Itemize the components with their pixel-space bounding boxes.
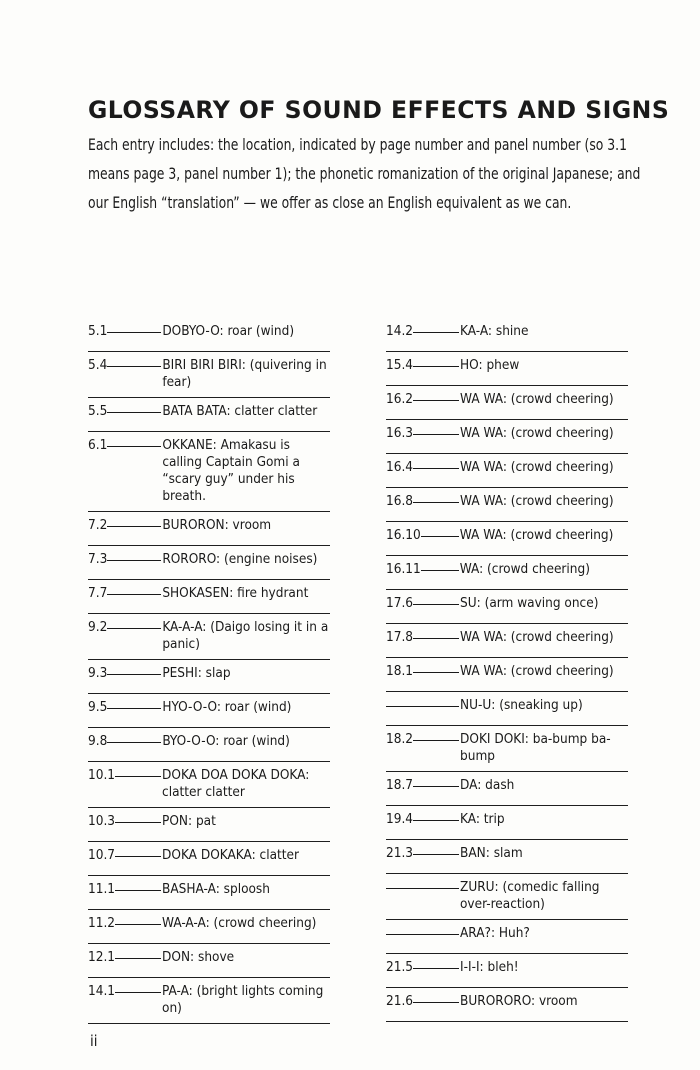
entry-leader-line [107,742,161,743]
entry-leader-line [413,502,459,503]
entry-text: WA WA: (crowd cheering) [460,629,614,645]
entry-leader-line [115,890,161,891]
glossary-column-right [386,318,628,1022]
glossary-entry [88,432,330,512]
entry-location: 9.2 [88,619,108,635]
glossary-entry [386,556,628,590]
entry-location: 9.8 [88,733,108,749]
entry-leader-line [107,446,161,447]
entry-text: WA-A-A: (crowd cheering) [162,915,317,931]
entry-text: HO: phew [460,357,520,373]
entry-location: 16.2 [386,391,414,407]
entry-text: I-I-I: bleh! [460,959,519,975]
entry-leader-line [115,856,161,857]
entry-text: SU: (arm waving once) [460,595,599,611]
entry-leader-line [413,854,459,855]
glossary-entry [386,522,628,556]
entry-leader-line [421,536,459,537]
entry-text: HYO-O-O: roar (wind) [162,699,292,715]
entry-leader-line [107,708,161,709]
entry-location: 16.4 [386,459,414,475]
entry-location: 18.1 [386,663,414,679]
glossary-entry [386,454,628,488]
entry-leader-line [107,594,161,595]
entry-location: 9.3 [88,665,108,681]
entry-location: 7.7 [88,585,108,601]
entry-text: WA WA: (crowd cheering) [460,493,614,509]
entry-text: BASHA-A: sploosh [162,881,270,897]
entry-location: 12.1 [88,949,116,965]
glossary-entry [88,910,330,944]
glossary-entry [88,808,330,842]
entry-text: BIRI BIRI BIRI: (quivering in fear) [162,357,327,390]
entry-leader-line [413,604,459,605]
glossary-entry [88,580,330,614]
entry-location: 15.4 [386,357,414,373]
glossary-entry [88,660,330,694]
entry-location: 17.6 [386,595,414,611]
entry-text: DOBYO-O: roar (wind) [162,323,295,339]
entry-text: DOKA DOA DOKA DOKA: clatter clatter [162,767,310,800]
entry-leader-line [421,570,459,571]
entry-location: 16.8 [386,493,414,509]
entry-location: 17.8 [386,629,414,645]
glossary-entry [88,318,330,352]
entry-text: BATA BATA: clatter clatter [162,403,318,419]
entry-leader-line [413,820,459,821]
entry-text: WA WA: (crowd cheering) [460,459,614,475]
entry-text: BYO-O-O: roar (wind) [162,733,290,749]
glossary-entry [386,692,628,726]
glossary-entry [386,488,628,522]
glossary-entry [88,512,330,546]
entry-leader-line [386,706,459,707]
entry-text: ZURU: (comedic falling over-reaction) [460,879,600,912]
entry-leader-line [413,1002,459,1003]
entry-text: WA WA: (crowd cheering) [460,391,614,407]
entry-leader-line [413,638,459,639]
glossary-entry [88,694,330,728]
glossary-entry [386,954,628,988]
entry-text: KA: trip [460,811,505,827]
entry-leader-line [413,434,459,435]
entry-text: DOKA DOKAKA: clatter [162,847,300,863]
glossary-entry [88,978,330,1024]
entry-location: 11.2 [88,915,116,931]
entry-text: SHOKASEN: fire hydrant [162,585,309,601]
entry-text: PA-A: (bright lights coming on) [162,983,324,1016]
glossary-entry [88,728,330,762]
glossary-entry [88,944,330,978]
entry-location: 21.6 [386,993,414,1009]
intro-paragraph: Each entry includes: the location, indicated by page number and panel number (so 3.1 means page 3, panel number 1); the phonetic romanization of the original Japanese; and our English “translation” — we offer as close an English equivalent as we can. [88,135,641,212]
entry-text: DA: dash [460,777,515,793]
entry-leader-line [107,560,161,561]
glossary-entry [386,920,628,954]
entry-location: 7.2 [88,517,108,533]
glossary-entry [386,624,628,658]
entry-text: RORORO: (engine noises) [162,551,318,567]
entry-location: 10.1 [88,767,116,783]
entry-text: BAN: slam [460,845,523,861]
entry-text: WA WA: (crowd cheering) [459,527,614,543]
glossary-entry [88,546,330,580]
entry-leader-line [115,924,161,925]
glossary-entry [386,988,628,1022]
glossary-entry [386,658,628,692]
entry-text: KA-A: shine [460,323,529,339]
entry-text: BURORORO: vroom [460,993,578,1009]
entry-location: 14.2 [386,323,414,339]
entry-leader-line [107,526,161,527]
glossary-entry [88,398,330,432]
entry-text: PON: pat [162,813,216,829]
entry-leader-line [386,888,459,889]
entry-leader-line [413,968,459,969]
entry-leader-line [413,740,459,741]
entry-leader-line [386,934,459,935]
entry-location: 16.3 [386,425,414,441]
entry-leader-line [413,468,459,469]
entry-text: DOKI DOKI: ba-bump ba-bump [460,731,611,764]
entry-location: 10.7 [88,847,116,863]
glossary-entry [386,840,628,874]
glossary-entry [88,876,330,910]
entry-leader-line [413,672,459,673]
entry-location: 18.7 [386,777,414,793]
entry-location: 5.5 [88,403,108,419]
entry-location: 5.1 [88,323,108,339]
entry-leader-line [115,822,161,823]
glossary-entry [88,614,330,660]
glossary-entry [386,352,628,386]
entry-text: OKKANE: Amakasu is calling Captain Gomi a “scary guy” under his breath. [162,437,300,504]
glossary-entry [386,874,628,920]
entry-location: 11.1 [88,881,116,897]
entry-location: 6.1 [88,437,108,453]
entry-location: 10.3 [88,813,116,829]
entry-leader-line [413,332,459,333]
entry-text: PESHI: slap [162,665,231,681]
entry-location: 16.10 [386,527,421,543]
entry-leader-line [107,412,161,413]
entry-location: 9.5 [88,699,108,715]
entry-text: WA WA: (crowd cheering) [460,663,614,679]
entry-leader-line [115,958,161,959]
glossary-entry [386,420,628,454]
entry-location: 7.3 [88,551,108,567]
entry-location: 16.11 [386,561,421,577]
entry-leader-line [107,366,161,367]
entry-location: 14.1 [88,983,116,999]
entry-location: 5.4 [88,357,108,373]
entry-text: KA-A-A: (Daigo losing it in a panic) [162,619,329,652]
glossary-entry [88,842,330,876]
entry-leader-line [413,786,459,787]
entry-location: 19.4 [386,811,414,827]
entry-leader-line [413,400,459,401]
entry-leader-line [413,366,459,367]
glossary-entry [386,318,628,352]
entry-leader-line [107,332,161,333]
glossary-column-left [88,318,330,1024]
entry-leader-line [115,776,161,777]
glossary-entry [386,772,628,806]
glossary-entry [386,806,628,840]
entry-text: DON: shove [162,949,235,965]
entry-leader-line [107,674,161,675]
entry-location: 18.2 [386,731,414,747]
glossary-entry [88,352,330,398]
entry-leader-line [107,628,161,629]
entry-location: 21.3 [386,845,414,861]
entry-text: WA WA: (crowd cheering) [460,425,614,441]
page-number: ii [90,1032,98,1050]
glossary-entry [386,590,628,624]
glossary-entry [386,726,628,772]
entry-location: 21.5 [386,959,414,975]
page-title: GLOSSARY OF SOUND EFFECTS AND SIGNS [88,96,670,124]
entry-text: BURORON: vroom [162,517,272,533]
entry-text: ARA?: Huh? [460,925,530,941]
entry-leader-line [115,992,161,993]
entry-text: NU-U: (sneaking up) [460,697,583,713]
glossary-entry [88,762,330,808]
glossary-entry [386,386,628,420]
entry-text: WA: (crowd cheering) [459,561,590,577]
